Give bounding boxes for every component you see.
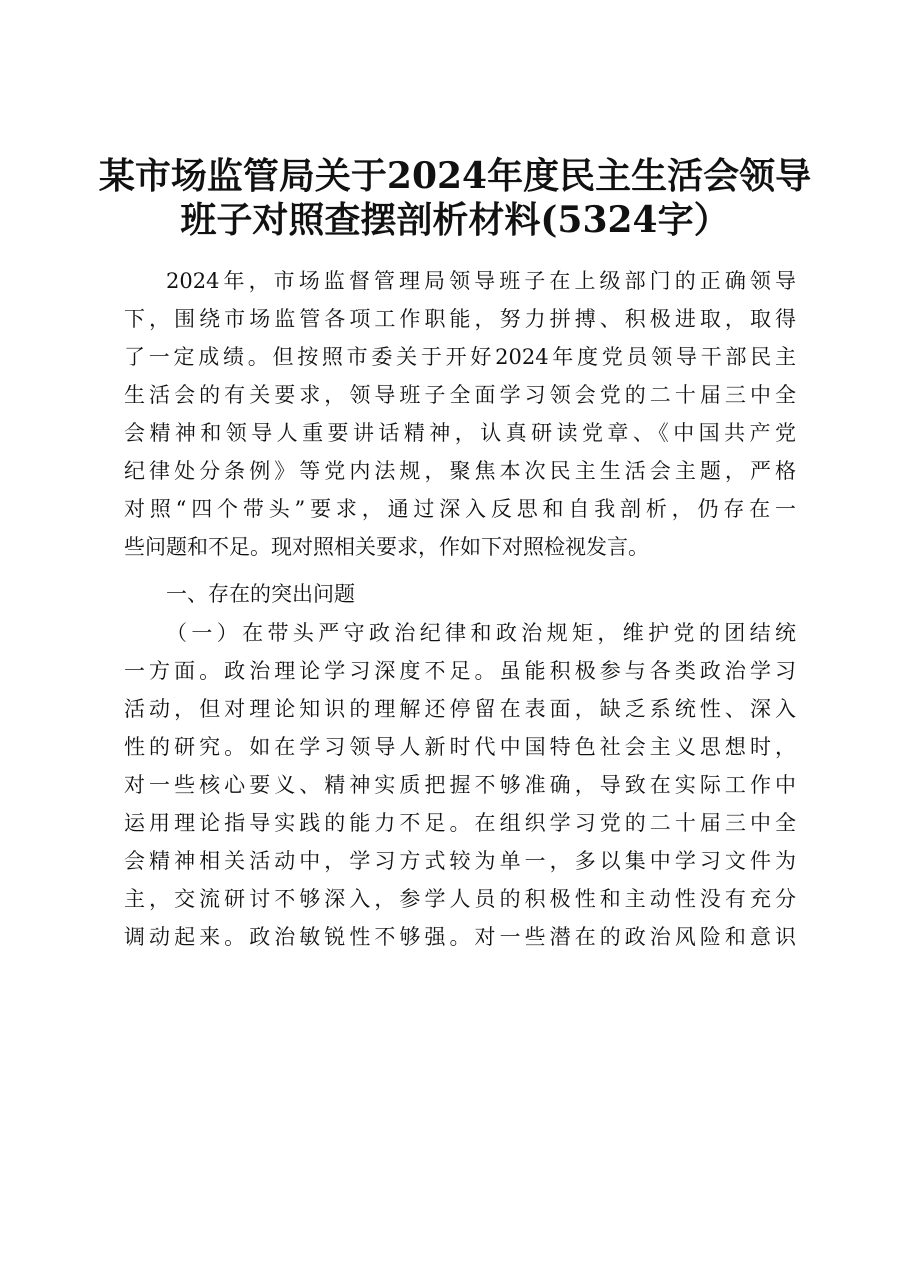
intro-line: 纪律处分条例》等党内法规，聚焦本次民主生活会主题，严格 — [124, 459, 796, 483]
document-body — [124, 262, 796, 956]
section-1-line: 会精神相关活动中，学习方式较为单一，多以集中学习文件为 — [124, 849, 796, 873]
section-1-line: 性的研究。如在学习领导人新时代中国特色社会主义思想时， — [124, 735, 796, 759]
intro-paragraph — [124, 262, 796, 566]
intro-line: 生活会的有关要求，领导班子全面学习领会党的二十届三中全 — [124, 383, 796, 407]
intro-line: 会精神和领导人重要讲话精神，认真研读党章、《中国共产党 — [124, 421, 796, 445]
section-1-line: 一方面。政治理论学习深度不足。虽能积极参与各类政治学习 — [124, 659, 796, 683]
section-1-paragraph — [124, 614, 796, 956]
section-1-line: 运用理论指导实践的能力不足。在组织学习党的二十届三中全 — [124, 811, 796, 835]
title-line-1: 某市场监管局关于2024年度民主生活会领导 — [98, 155, 812, 197]
intro-line: 些问题和不足。现对照相关要求，作如下对照检视发言。 — [124, 535, 649, 559]
section-1-line: 调动起来。政治敏锐性不够强。对一些潜在的政治风险和意识 — [124, 925, 796, 949]
section-heading: 一、存在的突出问题 — [166, 582, 355, 606]
intro-line: 对照“四个带头”要求，通过深入反思和自我剖析，仍存在一 — [124, 497, 796, 521]
section-1-line: 对一些核心要义、精神实质把握不够准确，导致在实际工作中 — [124, 773, 796, 797]
intro-line: 下，围绕市场监管各项工作职能，努力拼搏、积极进取，取得 — [124, 307, 796, 331]
section-1-line: 主，交流研讨不够深入，参学人员的积极性和主动性没有充分 — [124, 887, 796, 911]
intro-line: 2024年，市场监督管理局领导班子在上级部门的正确领导 — [166, 269, 796, 293]
section-1-line: 活动，但对理论知识的理解还停留在表面，缺乏系统性、深入 — [124, 697, 796, 721]
intro-line: 了一定成绩。但按照市委关于开好2024年度党员领导干部民主 — [124, 345, 796, 369]
title-line-2: 班子对照查摆剖析材料(5324字） — [180, 199, 730, 241]
section-1-line: （一）在带头严守政治纪律和政治规矩，维护党的团结统 — [166, 621, 796, 645]
document-title — [80, 154, 830, 242]
